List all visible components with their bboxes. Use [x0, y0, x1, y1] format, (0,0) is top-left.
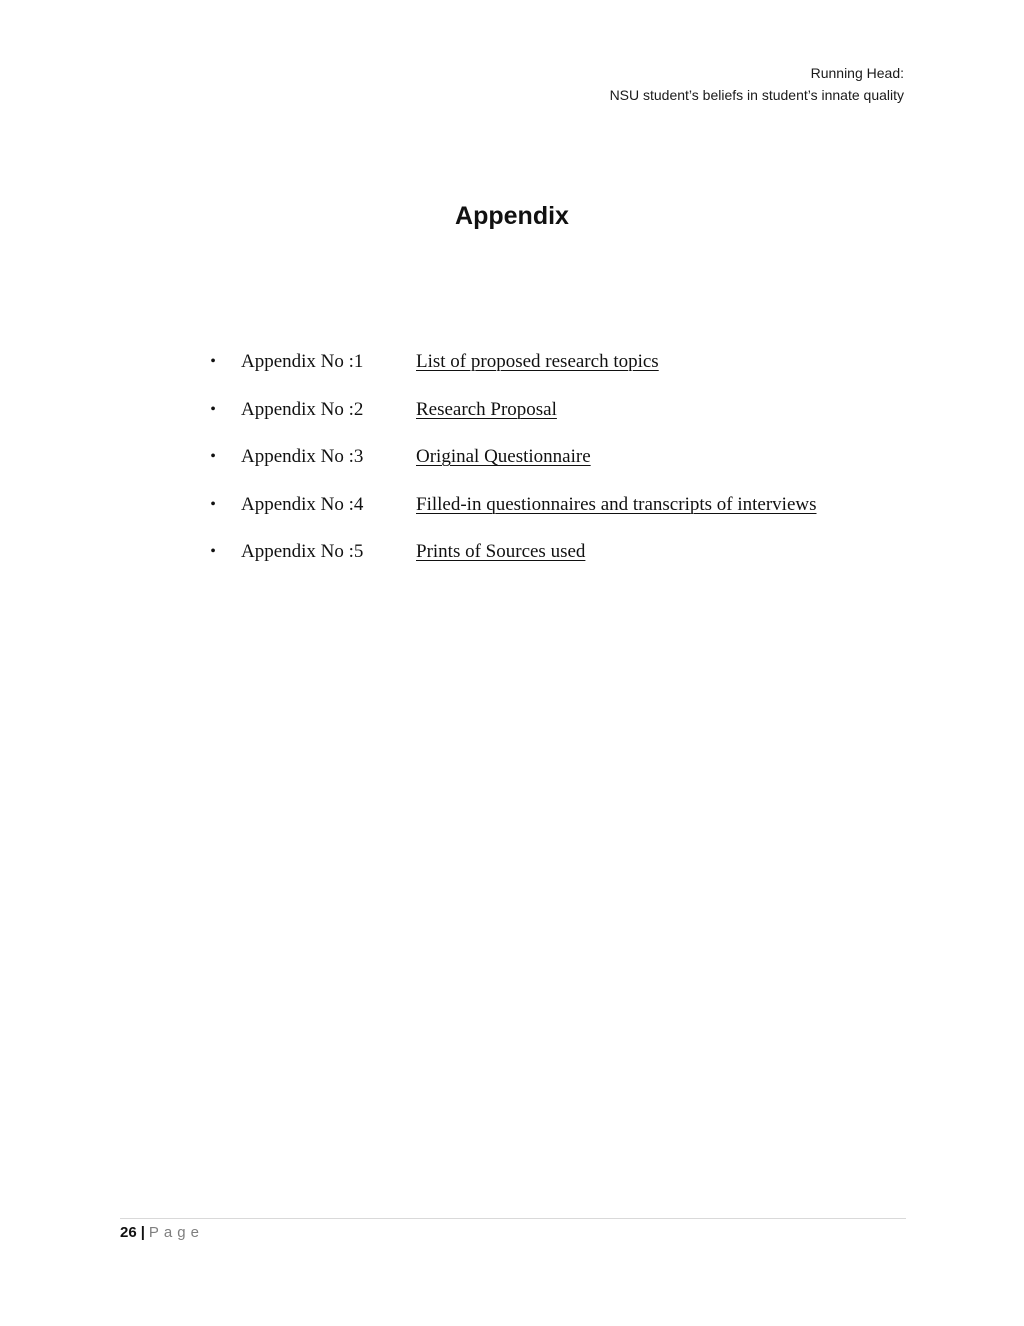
bullet-icon: • — [210, 400, 216, 418]
footer-divider — [120, 1218, 906, 1219]
appendix-link[interactable]: List of proposed research topics — [416, 351, 659, 372]
appendix-number: Appendix No :5 — [241, 541, 364, 562]
page-title: Appendix — [455, 202, 569, 230]
page-footer — [120, 1222, 204, 1244]
appendix-link[interactable]: Research Proposal — [416, 398, 557, 420]
appendix-number: Appendix No :4 — [241, 493, 364, 515]
page-separator: | — [140, 1224, 145, 1241]
appendix-link[interactable]: Original Questionnaire — [416, 446, 591, 467]
appendix-number: Appendix No :2 — [241, 398, 364, 420]
bullet-icon: • — [210, 353, 216, 370]
appendix-number: Appendix No :1 — [241, 351, 364, 372]
running-head-line-2: NSU student’s beliefs in student’s innate quality — [609, 87, 904, 103]
appendix-link[interactable]: Filled-in questionnaires and transcripts of interviews — [416, 493, 817, 515]
running-head — [610, 62, 904, 106]
running-head-line-1: Running Head: — [810, 65, 904, 81]
page-label: Page — [148, 1224, 204, 1241]
appendix-number: Appendix No :3 — [241, 446, 364, 467]
page-number: 26 — [120, 1224, 137, 1241]
bullet-icon: • — [210, 448, 216, 465]
bullet-icon: • — [210, 495, 216, 513]
appendix-link[interactable]: Prints of Sources used — [416, 541, 586, 562]
bullet-icon: • — [210, 543, 216, 560]
